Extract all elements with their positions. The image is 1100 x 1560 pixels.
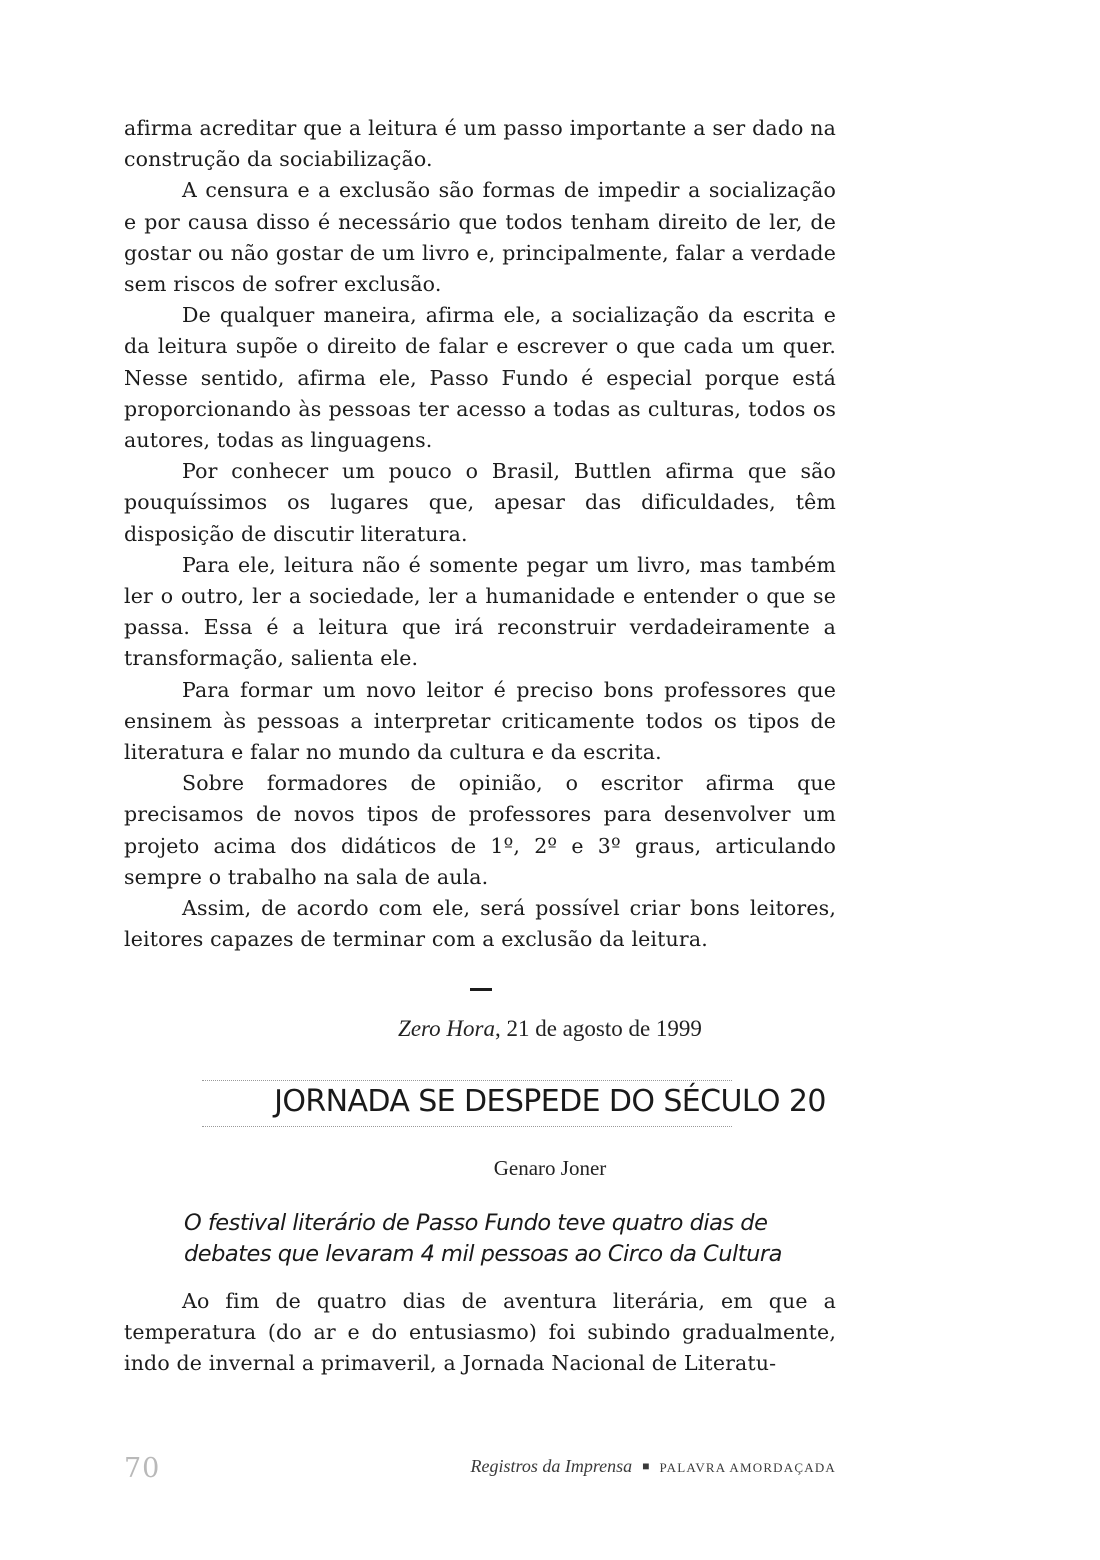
paragraph: afirma acreditar que a leitura é um passo importante a ser dado na construção da sociabilização. (124, 116, 836, 172)
headline-rule-top (202, 1080, 732, 1081)
article-headline: JORNADA SE DESPEDE DO SÉCULO 20 (274, 1084, 826, 1119)
source-date: , 21 de agosto de 1999 (494, 1016, 702, 1041)
article-source-line (0, 1016, 1100, 1042)
article-body (124, 1286, 836, 1380)
book-title: Registros da Imprensa (470, 1456, 633, 1476)
series-title: PALAVRA AMORDAÇADA (659, 1460, 836, 1475)
paragraph: Para ele, leitura não é somente pegar um livro, mas também ler o outro, ler a sociedade, ler a humanidade e entender o que se passa. Essa é a leitura que irá reconstruir verdadeiramente a transformação, salienta ele. (124, 552, 836, 671)
source-publication: Zero Hora (398, 1016, 495, 1041)
headline-rule-bottom (202, 1126, 732, 1127)
paragraph: Para formar um novo leitor é preciso bons professores que ensinem às pessoas a interpretar criticamente todos os tipos de literatura e falar no mundo da cultura e da escrita. (124, 677, 836, 765)
paragraph: Por conhecer um pouco o Brasil, Buttlen afirma que são pouquíssimos os lugares que, apesar das dificuldades, têm disposição de discutir literatura. (124, 459, 836, 546)
paragraph: A censura e a exclusão são formas de impedir a socialização e por causa disso é necessário que todos tenham direito de ler, de gostar ou não gostar de um livro e, principalmente, falar a verdade sem riscos de sofrer exclusão. (124, 178, 836, 297)
article-author: Genaro Joner (493, 1156, 607, 1180)
page-number: 70 (124, 1453, 161, 1484)
square-bullet-icon: ■ (642, 1459, 650, 1473)
paragraph: Assim, de acordo com ele, será possível criar bons leitores, leitores capazes de terminar com a exclusão da leitura. (124, 896, 836, 952)
paragraph: Sobre formadores de opinião, o escritor afirma que precisamos de novos tipos de professores para desenvolver um projeto acima dos didáticos de 1º, 2º e 3º graus, articulando sempre o trabalho na sala de aula. (124, 771, 836, 889)
running-footer (471, 1456, 836, 1477)
paragraph: Ao fim de quatro dias de aventura literária, em que a temperatura (do ar e do entusiasmo) foi subindo gradualmente, indo de invernal a primaveril, a Jornada Nacional de Literatu- (124, 1289, 836, 1376)
article-lead: O festival literário de Passo Fundo teve quatro dias de debates que levaram 4 mil pessoas ao Circo da Cultura (184, 1210, 782, 1267)
section-separator (470, 988, 492, 991)
article-body-continued (124, 113, 836, 955)
paragraph: De qualquer maneira, afirma ele, a socialização da escrita e da leitura supõe o direito de falar e escrever o que cada um quer. Nesse sentido, afirma ele, Passo Fundo é especial porque está proporcionando às pessoas ter acesso a todas as culturas, todos os autores, todas as linguagens. (124, 303, 836, 453)
